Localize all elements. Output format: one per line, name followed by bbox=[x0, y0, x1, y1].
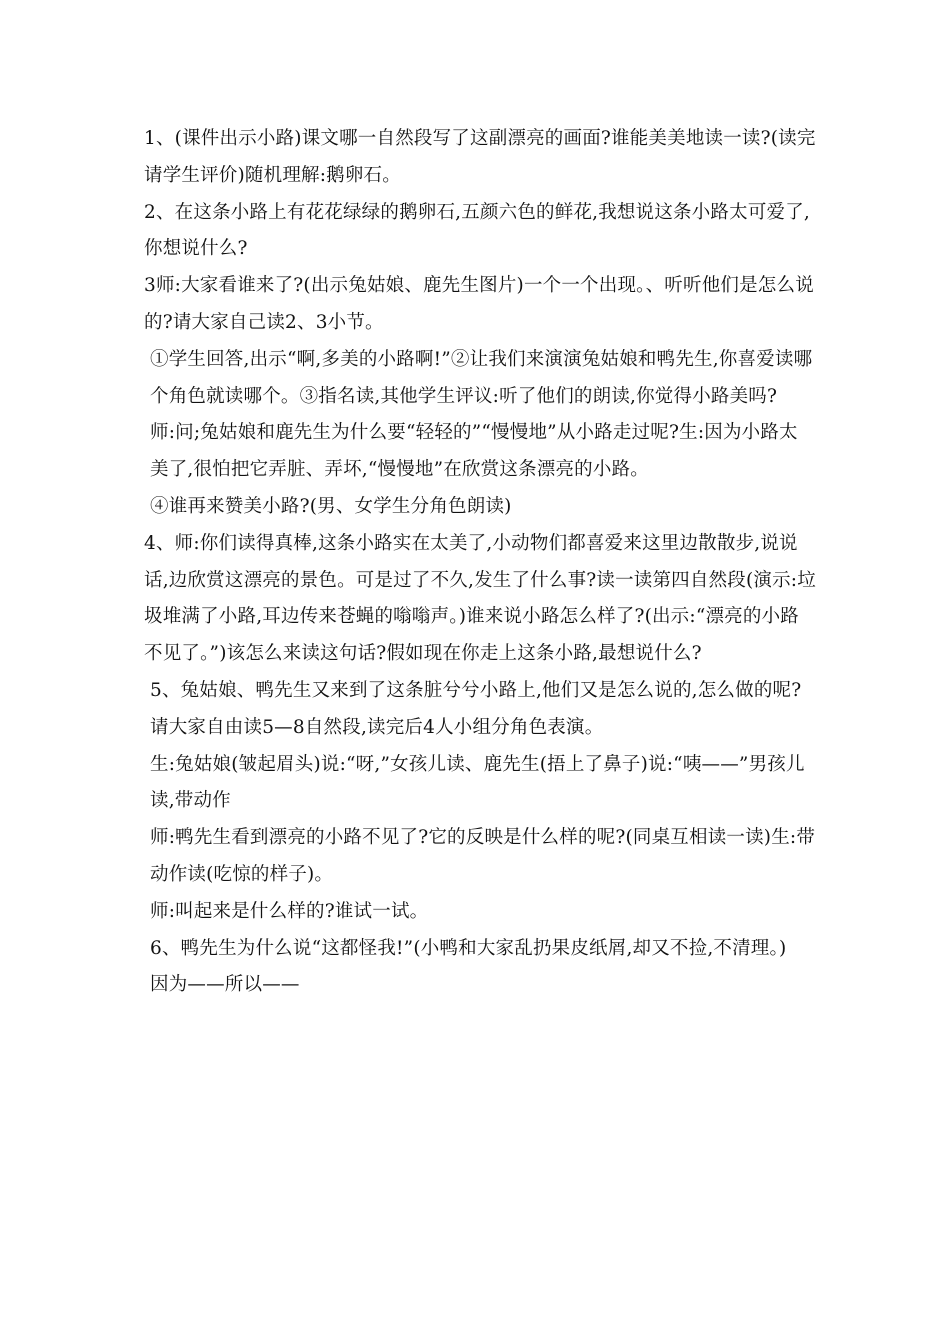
paragraph-4: ①学生回答,出示“啊,多美的小路啊!”②让我们来演演兔姑娘和鸭先生,你喜爱读哪个角色就读哪个。③指名读,其他学生评议:听了他们的朗读,你觉得小路美吗? bbox=[150, 348, 813, 407]
paragraph-13: 因为——所以—— bbox=[150, 974, 300, 996]
paragraph-9: 生:兔姑娘(皱起眉头)说:“呀,”女孩儿读、鹿先生(捂上了鼻子)说:“咦——”男孩儿读,带动作 bbox=[150, 753, 805, 812]
paragraph-11: 师:叫起来是什么样的?谁试一试。 bbox=[150, 900, 429, 922]
paragraph-12: 6、鸭先生为什么说“这都怪我!”(小鸭和大家乱扔果皮纸屑,却又不捡,不清理。) bbox=[150, 937, 787, 959]
document-body bbox=[144, 121, 816, 1004]
paragraph-3: 3师:大家看谁来了?(出示兔姑娘、鹿先生图片)一个一个出现。、听听他们是怎么说的?请大家自己读2、3小节。 bbox=[144, 275, 814, 333]
paragraph-10: 师:鸭先生看到漂亮的小路不见了?它的反映是什么样的呢?(同桌互相读一读)生:带动作读(吃惊的样子)。 bbox=[150, 827, 816, 885]
paragraph-6: ④谁再来赞美小路?(男、女学生分角色朗读) bbox=[150, 495, 512, 517]
paragraph-1: 1、(课件出示小路)课文哪一自然段写了这副漂亮的画面?谁能美美地读一读?(读完请学生评价)随机理解:鹅卵石。 bbox=[144, 128, 816, 186]
paragraph-7: 4、师:你们读得真棒,这条小路实在太美了,小动物们都喜爱来这里边散散步,说说话,边欣赏这漂亮的景色。可是过了不久,发生了什么事?读一读第四自然段(演示:垃圾堆满了小路,耳边传来苍蝇的嗡嗡声。)谁来说小路怎么样了?(出示:“漂亮的小路不见了。”)该怎么来读这句话?假如现在你走上这条小路,最想说什么? bbox=[144, 532, 816, 665]
paragraph-2: 2、在这条小路上有花花绿绿的鹅卵石,五颜六色的鲜花,我想说这条小路太可爱了,你想说什么? bbox=[144, 201, 811, 260]
paragraph-8: 5、兔姑娘、鸭先生又来到了这条脏兮兮小路上,他们又是怎么说的,怎么做的呢?请大家自由读5—8自然段,读完后4人小组分角色表演。 bbox=[150, 679, 802, 738]
paragraph-5: 师:问;兔姑娘和鹿先生为什么要“轻轻的”“慢慢地”从小路走过呢?生:因为小路太美了,很怕把它弄脏、弄坏,“慢慢地”在欣赏这条漂亮的小路。 bbox=[150, 422, 798, 481]
